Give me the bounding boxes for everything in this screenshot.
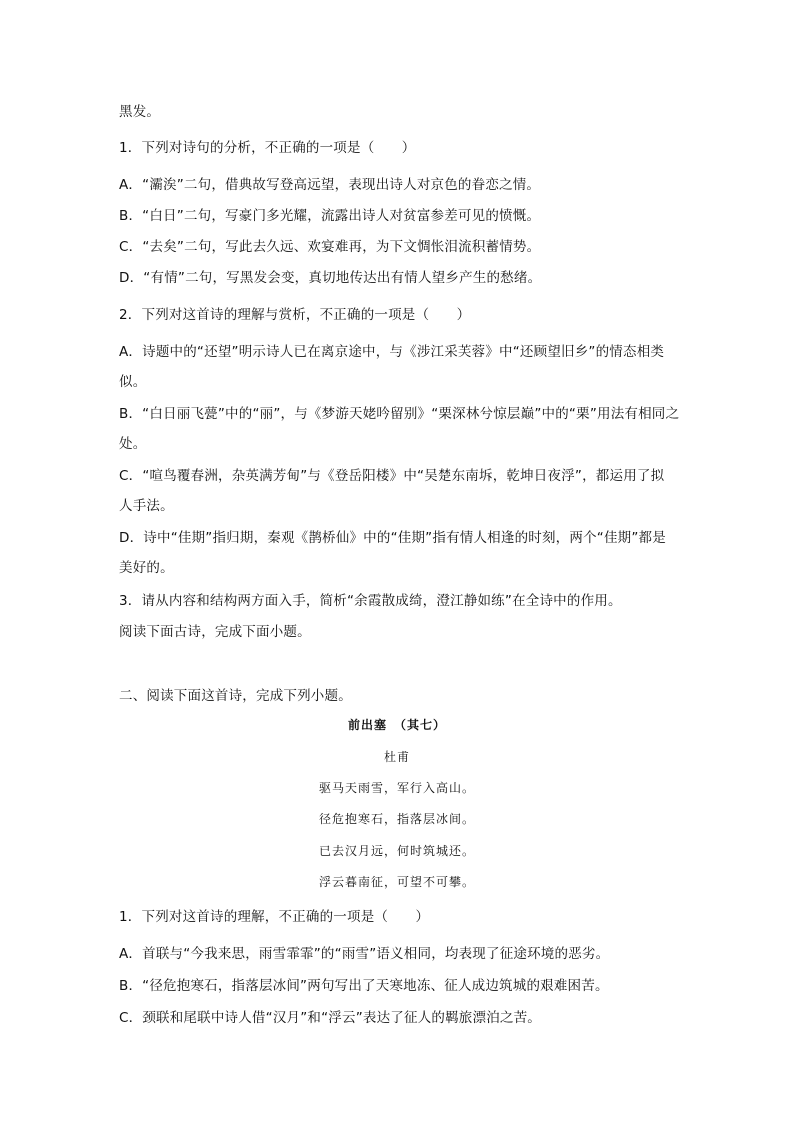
s1-q1-option-c: C．“去矣”二句，写此去久远、欢宴难再，为下文惆怅泪流积蓄情势。 — [119, 239, 541, 255]
continuation-text: 黑发。 — [119, 104, 161, 120]
s1-q2-option-d: D．诗中“佳期”指归期，秦观《鹊桥仙》中的“佳期”指有情人相逢的时刻，两个“佳期”都是 — [119, 530, 666, 546]
s1-q1-option-b: B．“白日”二句，写豪门多光耀，流露出诗人对贫富参差可见的愤慨。 — [119, 208, 541, 224]
s1-q2-option-d-cont: 美好的。 — [119, 560, 174, 576]
s1-q2-stem: 2．下列对这首诗的理解与赏析，不正确的一项是（ ） — [119, 307, 471, 323]
poem-line-4: 浮云暮南征，可望不可攀。 — [318, 875, 475, 889]
s2-q1-option-a: A．首联与“今我来思，雨雪霏霏”的“雨雪”语义相同，均表现了征途环境的恶劣。 — [119, 946, 610, 962]
poem-line-1: 驱马天雨雪，军行入高山。 — [318, 781, 475, 795]
s2-heading: 二、阅读下面这首诗，完成下列小题。 — [119, 688, 352, 704]
s1-q2-option-c-cont: 人手法。 — [119, 498, 174, 514]
s1-q1-option-a: A．“灞涘”二句，借典故写登高远望，表现出诗人对京色的眷恋之情。 — [119, 177, 541, 193]
s1-q2-option-b: B．“白日丽飞甍”中的“丽”，与《梦游天姥吟留别》“栗深林兮惊层巅”中的“栗”用法有相同之 — [119, 406, 680, 422]
s1-q1-option-d: D．“有情”二句，写黑发会变，真切地传达出有情人望乡产生的愁绪。 — [119, 270, 542, 286]
s1-instruction: 阅读下面古诗，完成下面小题。 — [119, 624, 311, 640]
s1-q3: 3．请从内容和结构两方面入手，简析“余霞散成绮，澄江静如练”在全诗中的作用。 — [119, 593, 622, 609]
s1-q2-option-a: A．诗题中的“还望”明示诗人已在离京途中，与《涉江采芙蓉》中“还顾望旧乡”的情态相类 — [119, 344, 665, 360]
s2-q1-option-c: C．颈联和尾联中诗人借“汉月”和“浮云”表达了征人的羁旅漂泊之苦。 — [119, 1010, 542, 1026]
s1-q2-option-c: C．“喧鸟覆春洲，杂英满芳甸”与《登岳阳楼》中“吴楚东南坼，乾坤日夜浮”，都运用了拟 — [119, 468, 665, 484]
s2-q1-option-b: B．“径危抱寒石，指落层冰间”两句写出了天寒地冻、征人成边筑城的艰难困苦。 — [119, 978, 609, 994]
poem-line-3: 已去汉月远，何时筑城还。 — [318, 844, 475, 858]
s1-q2-option-b-cont: 处。 — [119, 436, 147, 452]
poem-line-2: 径危抱寒石，指落层冰间。 — [318, 812, 475, 826]
s1-q1-stem: 1．下列对诗句的分析，不正确的一项是（ ） — [119, 140, 416, 156]
s2-q1-stem: 1．下列对这首诗的理解，不正确的一项是（ ） — [119, 909, 430, 925]
poem-author: 杜甫 — [383, 750, 410, 764]
poem-title: 前出塞 （其七） — [347, 718, 446, 732]
s1-q2-option-a-cont: 似。 — [119, 374, 147, 390]
